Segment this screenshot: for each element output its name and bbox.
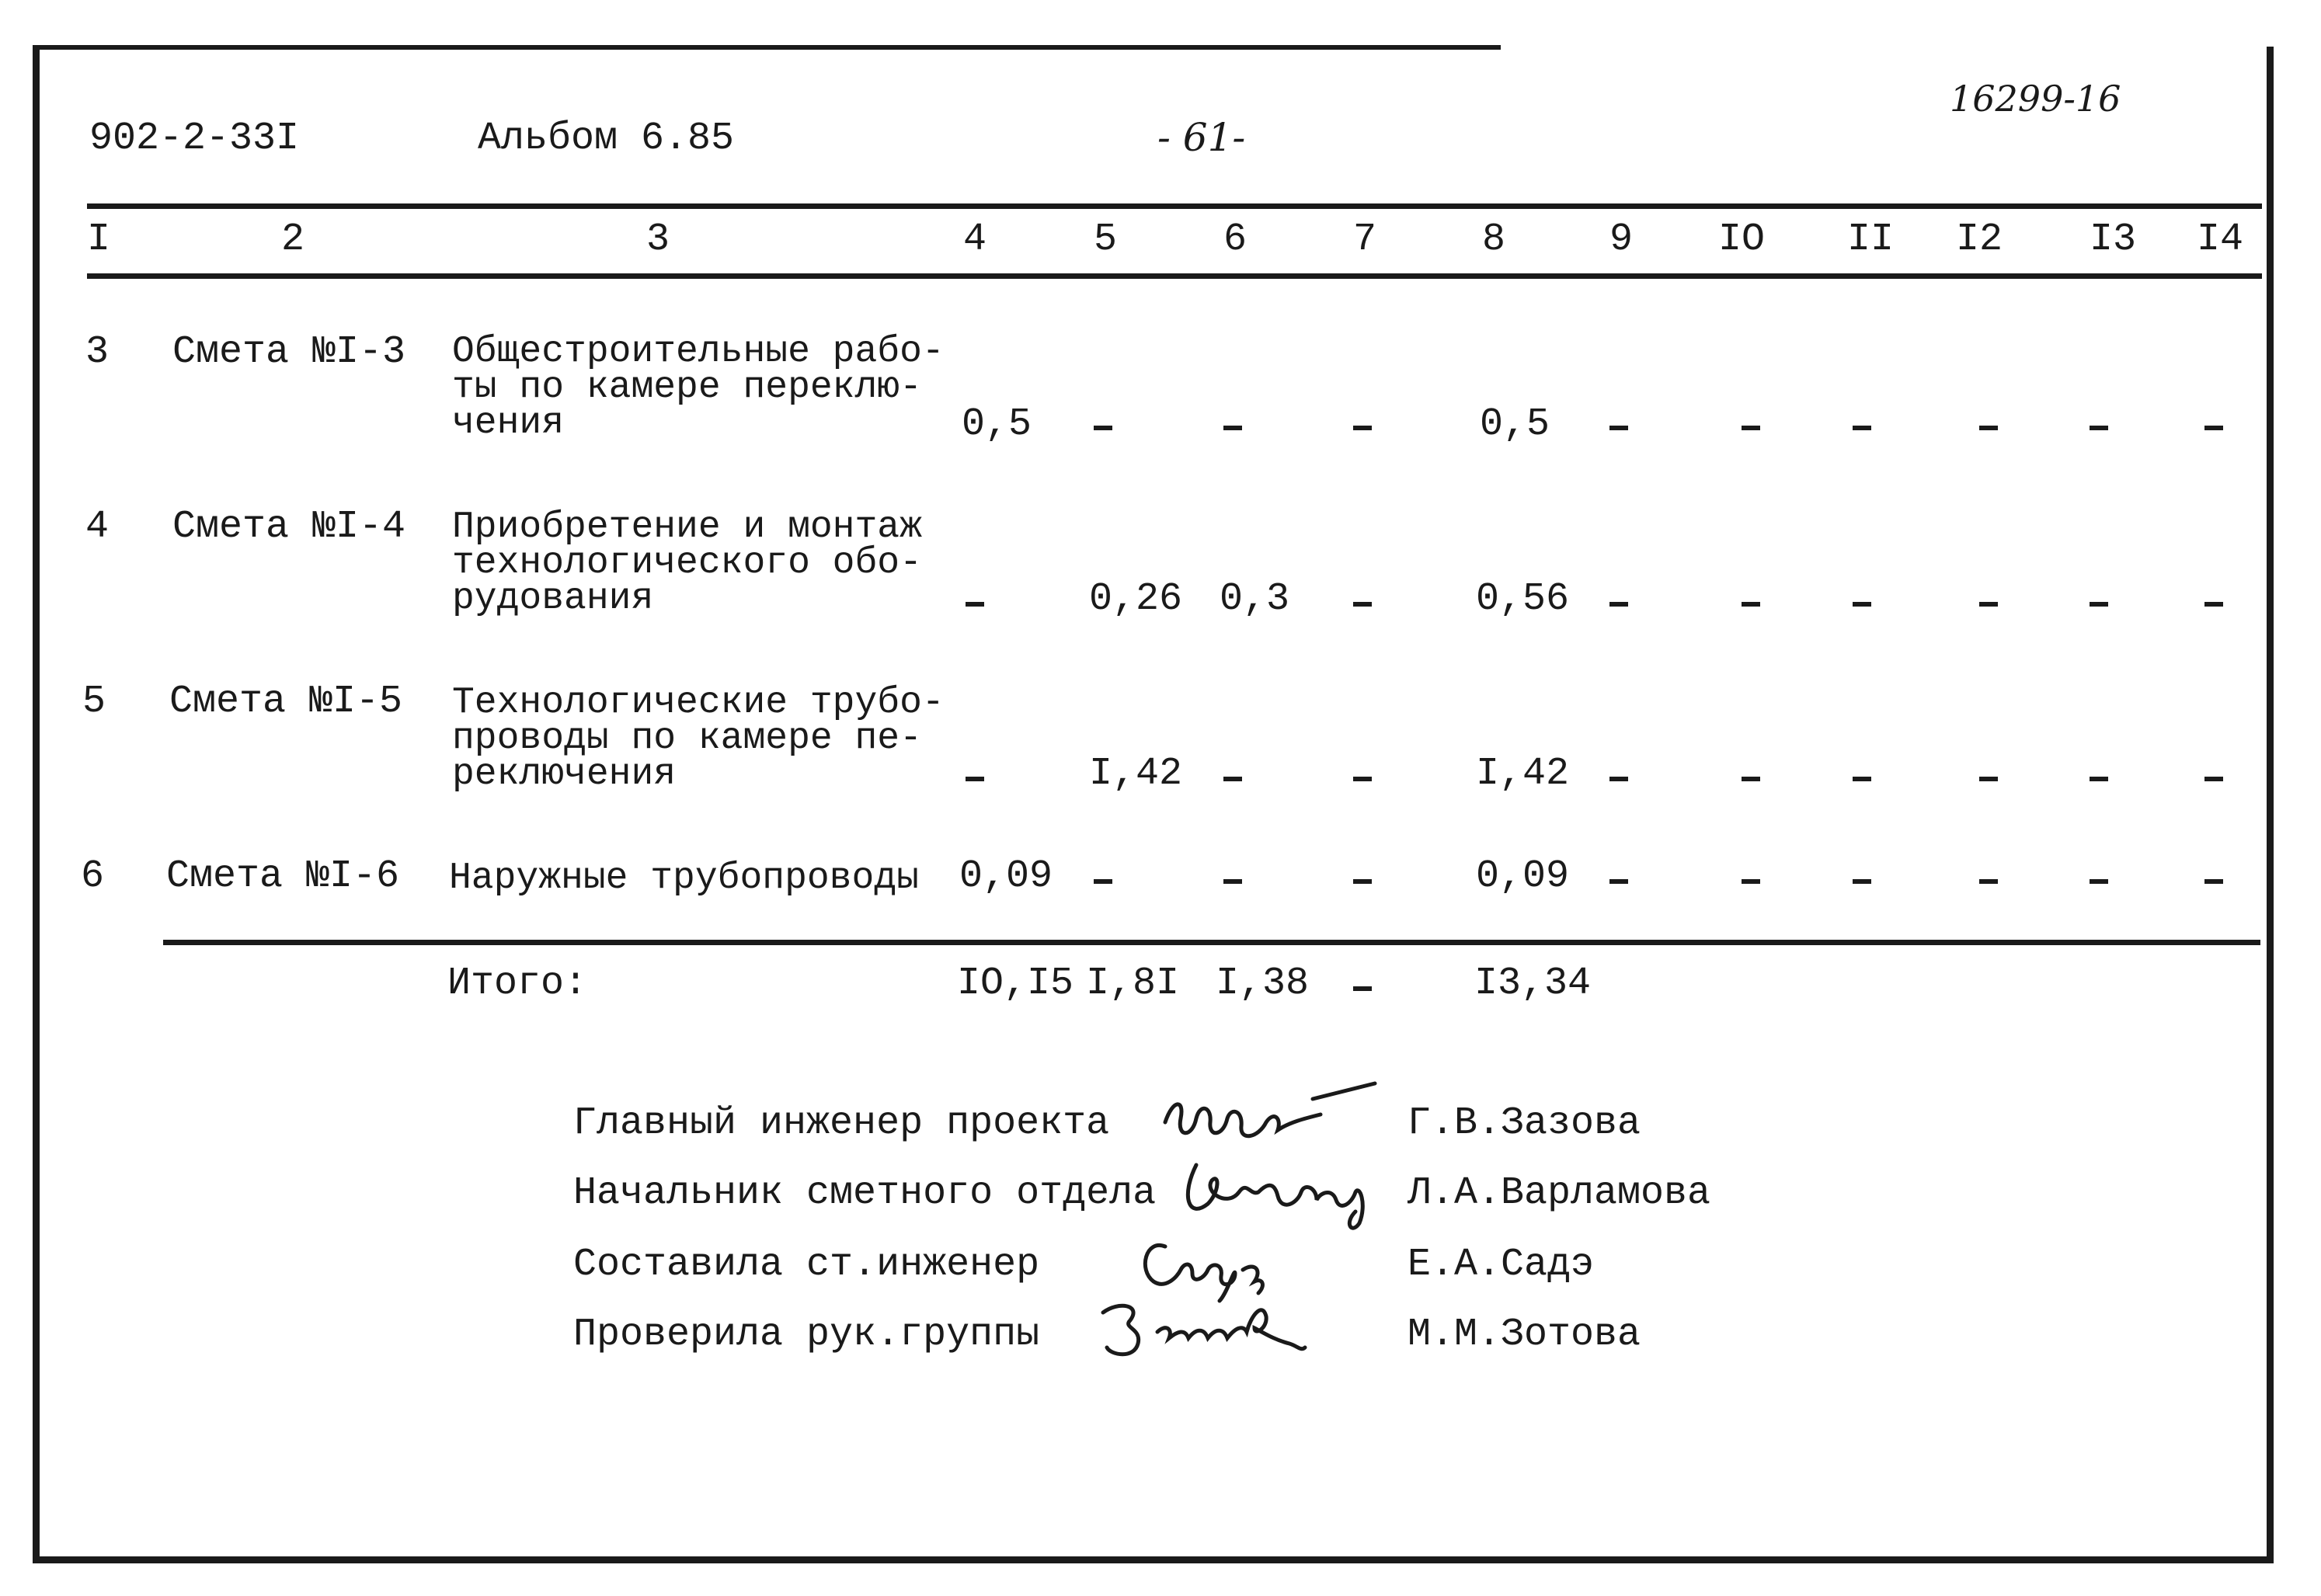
empty-dash bbox=[1353, 986, 1372, 991]
column-number: I4 bbox=[2197, 217, 2244, 262]
row-description-line: Технологические трубо- bbox=[452, 682, 945, 724]
page-number: - 61- bbox=[1157, 115, 1246, 160]
row-description-line: Приобретение и монтаж bbox=[452, 506, 922, 548]
column-number: 5 bbox=[1094, 217, 1118, 262]
frame-left-border bbox=[33, 48, 40, 1563]
column-number: I3 bbox=[2090, 217, 2137, 262]
empty-dash bbox=[2204, 602, 2223, 607]
empty-dash bbox=[966, 777, 984, 781]
frame-right-border bbox=[2267, 47, 2274, 1561]
column-number: IO bbox=[1718, 217, 1766, 262]
total-rule bbox=[163, 940, 2260, 945]
empty-dash bbox=[1353, 602, 1372, 607]
table-top-rule bbox=[87, 203, 2262, 209]
row-description-line: ты по камере переклю- bbox=[452, 367, 922, 409]
table-header-rule bbox=[87, 273, 2262, 279]
signatory-role: Составила ст.инженер bbox=[573, 1243, 1040, 1287]
empty-dash bbox=[1979, 602, 1998, 607]
empty-dash bbox=[1609, 777, 1628, 781]
value-cell: 0,5 bbox=[1480, 402, 1550, 447]
empty-dash bbox=[1223, 879, 1242, 884]
empty-dash bbox=[1742, 426, 1760, 430]
signature-image bbox=[1087, 1285, 1344, 1371]
signatory-name: Е.А.Садэ bbox=[1408, 1243, 1595, 1287]
column-number: I bbox=[87, 217, 111, 262]
empty-dash bbox=[1853, 777, 1871, 781]
estimate-reference: Смета №I-6 bbox=[166, 854, 400, 899]
signatory-role: Главный инженер проекта bbox=[573, 1101, 1110, 1146]
album-label: Альбом 6.85 bbox=[478, 116, 735, 161]
empty-dash bbox=[1223, 426, 1242, 430]
empty-dash bbox=[966, 602, 984, 607]
row-description-line: чения bbox=[452, 402, 565, 444]
empty-dash bbox=[1979, 426, 1998, 430]
column-number: 3 bbox=[646, 217, 670, 262]
empty-dash bbox=[1979, 777, 1998, 781]
empty-dash bbox=[1223, 777, 1242, 781]
empty-dash bbox=[2090, 879, 2108, 884]
value-cell: I,42 bbox=[1476, 752, 1570, 796]
row-number: 3 bbox=[85, 330, 110, 374]
signatory-name: Л.А.Варламова bbox=[1408, 1171, 1711, 1215]
total-value: I3,34 bbox=[1474, 961, 1592, 1006]
estimate-reference: Смета №I-5 bbox=[169, 680, 403, 724]
empty-dash bbox=[1853, 879, 1871, 884]
empty-dash bbox=[1353, 879, 1372, 884]
estimate-reference: Смета №I-4 bbox=[172, 505, 406, 549]
empty-dash bbox=[1353, 777, 1372, 781]
row-description-line: Наружные трубопроводы bbox=[449, 857, 919, 899]
empty-dash bbox=[1742, 879, 1760, 884]
column-number: 6 bbox=[1223, 217, 1247, 262]
row-number: 6 bbox=[81, 854, 105, 899]
signatory-role: Проверила рук.группы bbox=[573, 1313, 1040, 1357]
empty-dash bbox=[1853, 426, 1871, 430]
total-value: IO,I5 bbox=[957, 961, 1074, 1006]
value-cell: 0,09 bbox=[959, 854, 1053, 899]
estimate-reference: Смета №I-3 bbox=[172, 330, 406, 374]
frame-top-border bbox=[33, 45, 1501, 50]
row-description-line: проводы по камере пе- bbox=[452, 718, 922, 760]
signatory-name: М.М.Зотова bbox=[1408, 1313, 1641, 1357]
row-description-line: рудования bbox=[452, 578, 654, 620]
empty-dash bbox=[2090, 426, 2108, 430]
value-cell: 0,56 bbox=[1476, 577, 1570, 621]
signature-image bbox=[1150, 1076, 1383, 1161]
inventory-number: 16299-16 bbox=[1950, 78, 2121, 120]
empty-dash bbox=[2204, 777, 2223, 781]
empty-dash bbox=[2090, 602, 2108, 607]
empty-dash bbox=[1609, 602, 1628, 607]
row-description-line: реключения bbox=[452, 753, 677, 795]
signatory-role: Начальник сметного отдела bbox=[573, 1171, 1157, 1215]
empty-dash bbox=[2090, 777, 2108, 781]
value-cell: 0,09 bbox=[1476, 854, 1570, 899]
total-value: I,8I bbox=[1086, 961, 1180, 1006]
row-number: 5 bbox=[82, 680, 106, 724]
frame-bottom-border bbox=[33, 1556, 2274, 1563]
column-number: 7 bbox=[1353, 217, 1377, 262]
empty-dash bbox=[1609, 426, 1628, 430]
signatory-name: Г.В.Зазова bbox=[1408, 1101, 1641, 1146]
signature-image bbox=[1165, 1149, 1390, 1235]
empty-dash bbox=[1094, 879, 1112, 884]
row-description-line: технологического обо- bbox=[452, 542, 922, 584]
column-number: 8 bbox=[1482, 217, 1506, 262]
value-cell: 0,3 bbox=[1220, 577, 1290, 621]
column-number: 2 bbox=[281, 217, 305, 262]
value-cell: 0,26 bbox=[1089, 577, 1183, 621]
empty-dash bbox=[2204, 879, 2223, 884]
empty-dash bbox=[1609, 879, 1628, 884]
empty-dash bbox=[1353, 426, 1372, 430]
empty-dash bbox=[2204, 426, 2223, 430]
empty-dash bbox=[1094, 426, 1112, 430]
empty-dash bbox=[1853, 602, 1871, 607]
document-code: 902-2-33I bbox=[89, 116, 300, 161]
column-number: I2 bbox=[1956, 217, 2003, 262]
column-number: II bbox=[1847, 217, 1895, 262]
total-label: Итого: bbox=[447, 961, 588, 1006]
row-description-line: Общестроительные рабо- bbox=[452, 331, 945, 373]
column-number: 9 bbox=[1609, 217, 1634, 262]
row-number: 4 bbox=[85, 505, 110, 549]
empty-dash bbox=[1979, 879, 1998, 884]
value-cell: I,42 bbox=[1089, 752, 1183, 796]
total-value: I,38 bbox=[1216, 961, 1310, 1006]
empty-dash bbox=[1742, 777, 1760, 781]
empty-dash bbox=[1742, 602, 1760, 607]
value-cell: 0,5 bbox=[962, 402, 1032, 447]
column-number: 4 bbox=[963, 217, 987, 262]
